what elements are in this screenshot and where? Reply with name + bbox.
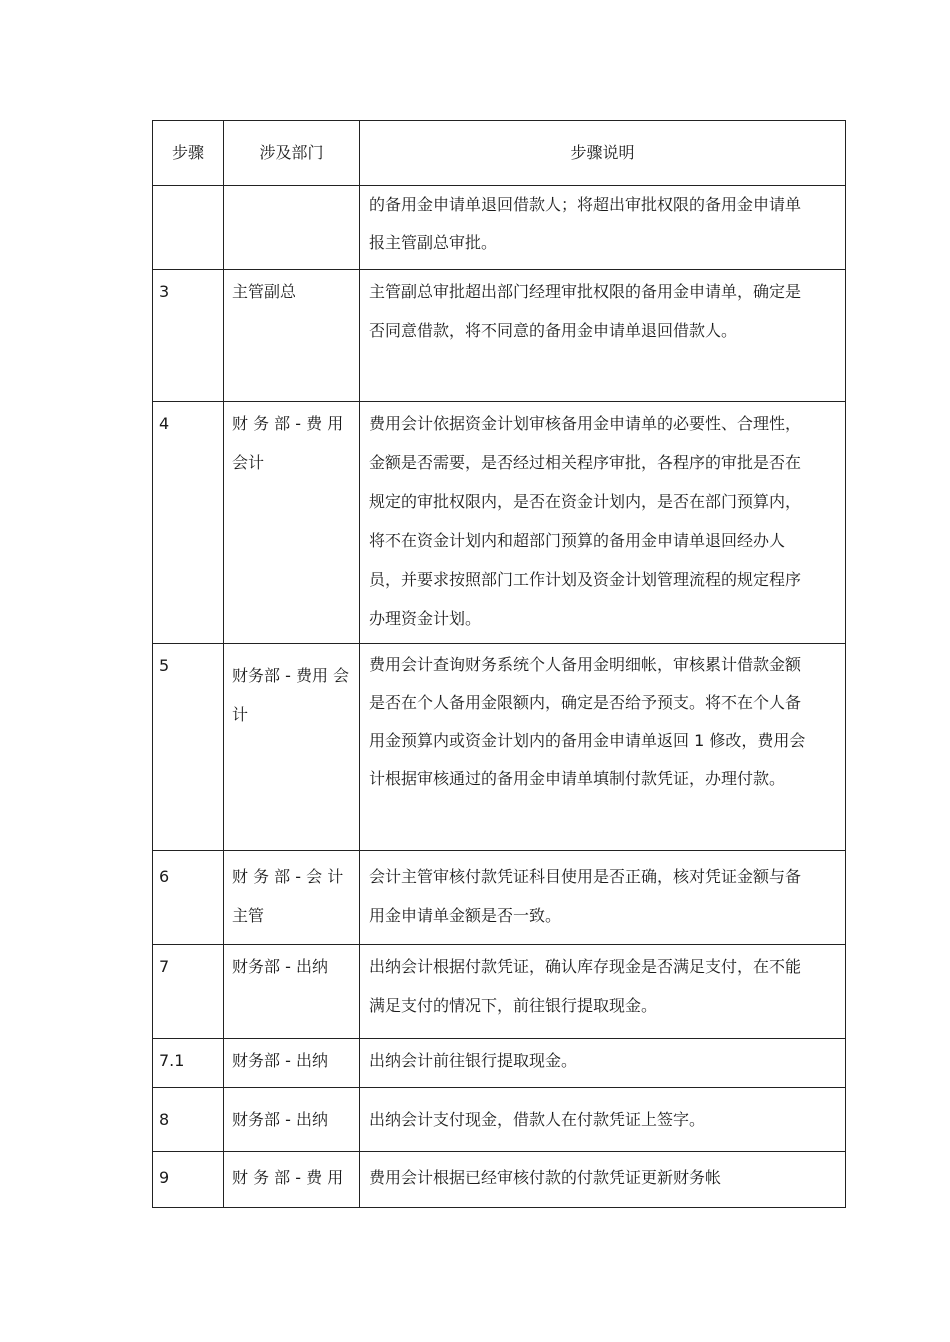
table-row xyxy=(153,1088,846,1152)
description-cell: 费用会计根据已经审核付款的付款凭证更新财务帐 xyxy=(360,1152,846,1208)
department-cell: 财 务 部 - 费 用 xyxy=(224,1152,360,1208)
table-row xyxy=(153,1039,846,1088)
table-row xyxy=(153,644,846,851)
description-cell: 的备用金申请单退回借款人；将超出审批权限的备用金申请单报主管副总审批。 xyxy=(360,186,846,270)
department-cell xyxy=(224,186,360,270)
description-cell: 出纳会计支付现金，借款人在付款凭证上签字。 xyxy=(360,1088,846,1152)
step-cell: 4 xyxy=(153,402,224,644)
header-department: 涉及部门 xyxy=(224,121,360,186)
description-cell: 费用会计查询财务系统个人备用金明细帐，审核累计借款金额是否在个人备用金限额内，确定是否给予预支。将不在个人备用金预算内或资金计划内的备用金申请单返回 1 修改，费用会计根据审核通过的备用金申请单填制付款凭证，办理付款。 xyxy=(360,644,846,851)
table-row xyxy=(153,945,846,1039)
department-cell: 财务部 - 出纳 xyxy=(224,1039,360,1088)
department-cell: 财务部 - 出纳 xyxy=(224,945,360,1039)
table-row xyxy=(153,270,846,402)
header-description: 步骤说明 xyxy=(360,121,846,186)
step-cell: 5 xyxy=(153,644,224,851)
department-cell: 财 务 部 - 费 用 会计 xyxy=(224,402,360,644)
step-cell: 9 xyxy=(153,1152,224,1208)
step-cell: 3 xyxy=(153,270,224,402)
description-cell: 出纳会计前往银行提取现金。 xyxy=(360,1039,846,1088)
description-cell: 费用会计依据资金计划审核备用金申请单的必要性、合理性，金额是否需要，是否经过相关程序审批，各程序的审批是否在规定的审批权限内，是否在资金计划内，是否在部门预算内，将不在资金计划内和超部门预算的备用金申请单退回经办人员，并要求按照部门工作计划及资金计划管理流程的规定程序办理资金计划。 xyxy=(360,402,846,644)
step-cell: 8 xyxy=(153,1088,224,1152)
department-cell: 财务部 - 费用 会计 xyxy=(224,644,360,851)
step-cell xyxy=(153,186,224,270)
step-cell: 6 xyxy=(153,851,224,945)
table-row xyxy=(153,402,846,644)
description-cell: 会计主管审核付款凭证科目使用是否正确，核对凭证金额与备用金申请单金额是否一致。 xyxy=(360,851,846,945)
table-row xyxy=(153,851,846,945)
department-cell: 财 务 部 - 会 计 主管 xyxy=(224,851,360,945)
table-header-row xyxy=(153,121,846,186)
department-cell: 主管副总 xyxy=(224,270,360,402)
department-cell: 财务部 - 出纳 xyxy=(224,1088,360,1152)
process-steps-table xyxy=(152,120,846,1208)
step-cell: 7.1 xyxy=(153,1039,224,1088)
step-cell: 7 xyxy=(153,945,224,1039)
table-row xyxy=(153,186,846,270)
description-cell: 出纳会计根据付款凭证，确认库存现金是否满足支付，在不能满足支付的情况下，前往银行提取现金。 xyxy=(360,945,846,1039)
table-row xyxy=(153,1152,846,1208)
description-cell: 主管副总审批超出部门经理审批权限的备用金申请单，确定是否同意借款，将不同意的备用金申请单退回借款人。 xyxy=(360,270,846,402)
header-step: 步骤 xyxy=(153,121,224,186)
